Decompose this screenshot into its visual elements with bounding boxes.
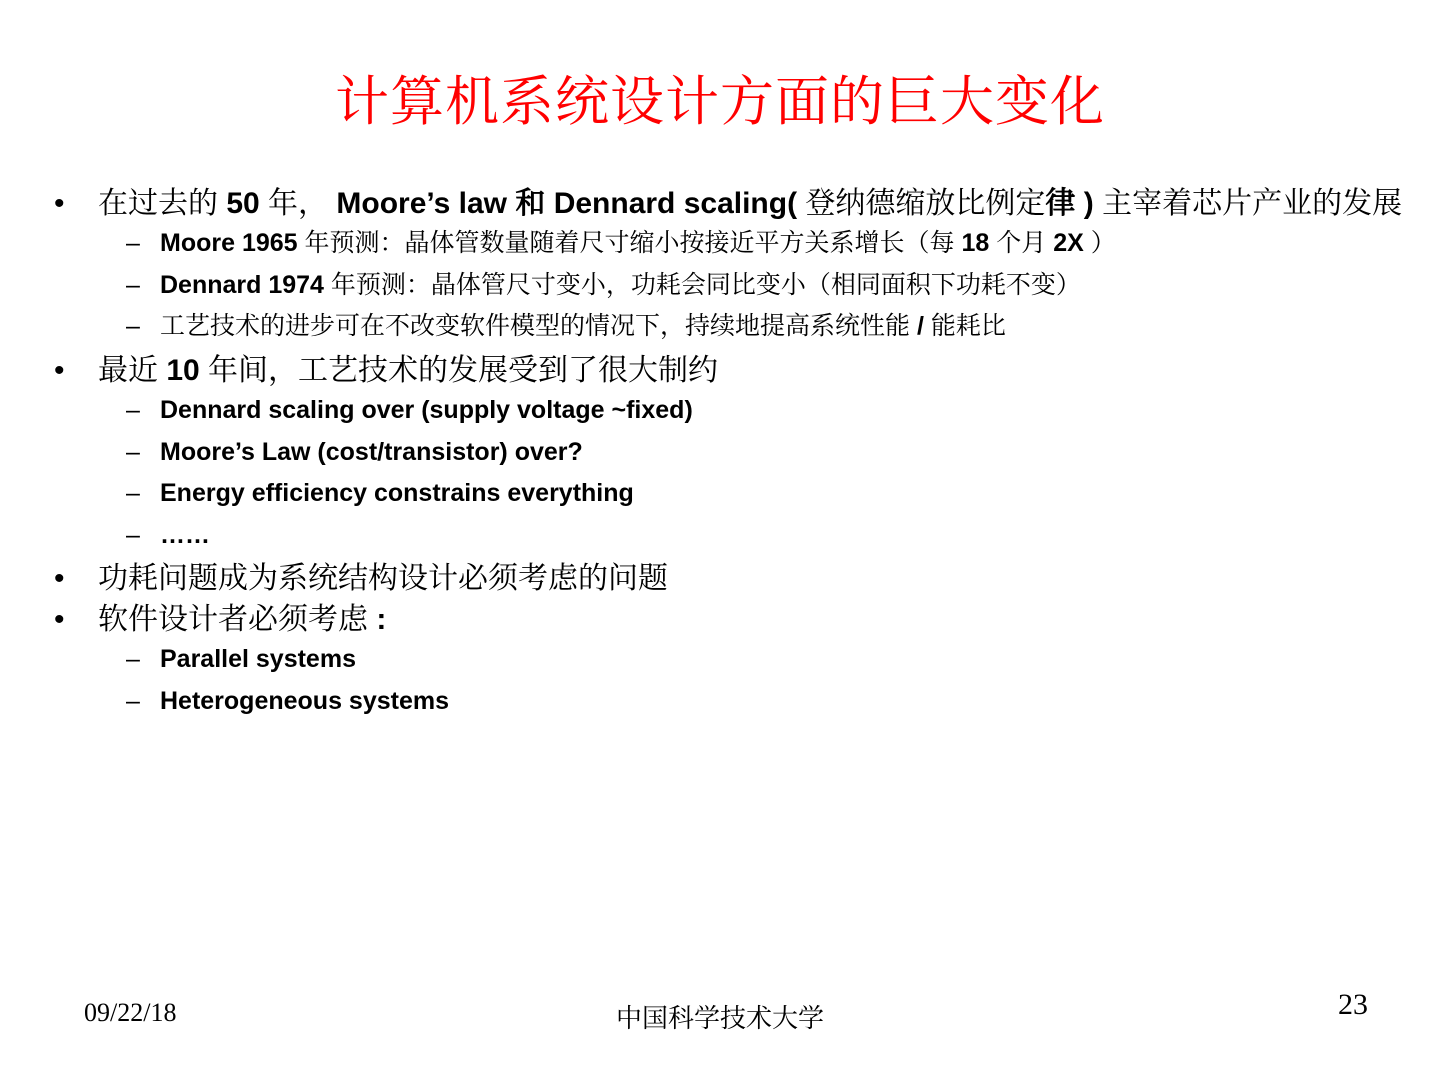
bullet-glyph: • [54,562,65,596]
bullet-text-level1: 在过去的 50 年， Moore’s law 和 Dennard scaling( 登纳德缩放比例定律 ) 主宰着芯片产业的发展 [98,187,1403,220]
bullet-item-level1 [40,185,1410,343]
footer-date: 09/22/18 [84,998,177,1027]
bullet-text-level2: 工艺技术的进步可在不改变软件模型的情况下，持续地提高系统性能 / 能耗比 [160,312,1006,341]
bullet-text-level1: 功耗问题成为系统结构设计必须考虑的问题 [98,562,668,596]
dash-glyph: – [126,437,140,466]
dash-glyph: – [126,520,140,549]
bullet-item-level2 [98,519,1410,552]
bullet-item-level2 [98,436,1410,469]
bullet-item-level2 [98,643,1410,676]
bullet-text-level2: Energy efficiency constrains everything [160,479,634,508]
dash-glyph: – [126,229,140,258]
bullet-item-level2 [98,310,1410,343]
footer-organization: 中国科学技术大学 [615,1003,824,1033]
bullet-item-level2 [98,269,1410,302]
slide-body [40,185,1410,726]
page-title: 计算机系统设计方面的巨大变化 [335,72,1105,132]
bullet-item-level2 [98,394,1410,427]
bullet-item-level2 [98,477,1410,510]
bullet-text-level2: Moore 1965 年预测：晶体管数量随着尺寸缩小按接近平方关系增长（每 18 个月 2X ） [160,229,1116,258]
bullet-item-level1 [40,601,1410,717]
bullet-glyph: • [54,602,65,636]
bullet-text-level2: Dennard scaling over (supply voltage ~fixed) [160,396,693,425]
footer-page-number: 23 [1338,988,1368,1021]
bullet-list-level1 [40,185,1410,717]
bullet-item-level2 [98,227,1410,260]
bullet-item-level1 [40,352,1410,551]
dash-glyph: – [126,312,140,341]
bullet-item-level2 [98,685,1410,718]
dash-glyph: – [126,479,140,508]
dash-glyph: – [126,686,140,715]
bullet-text-level1: 最近 10 年间，工艺技术的发展受到了很大制约 [98,353,719,387]
bullet-text-level2: Dennard 1974 年预测：晶体管尺寸变小，功耗会同比变小（相同面积下功耗不变） [160,270,1081,299]
dash-glyph: – [126,396,140,425]
bullet-list-level2 [98,227,1410,343]
bullet-item-level1 [40,560,1410,598]
bullet-text-level2: Parallel systems [160,645,356,674]
bullet-list-level2 [98,643,1410,717]
bullet-glyph: • [54,187,65,220]
bullet-glyph: • [54,353,65,387]
dash-glyph: – [126,270,140,299]
bullet-text-level2: …… [160,520,210,549]
bullet-text-level2: Moore’s Law (cost/transistor) over? [160,437,583,466]
dash-glyph: – [126,645,140,674]
bullet-text-level1: 软件设计者必须考虑 : [98,602,387,636]
bullet-list-level2 [98,394,1410,551]
bullet-text-level2: Heterogeneous systems [160,686,450,715]
